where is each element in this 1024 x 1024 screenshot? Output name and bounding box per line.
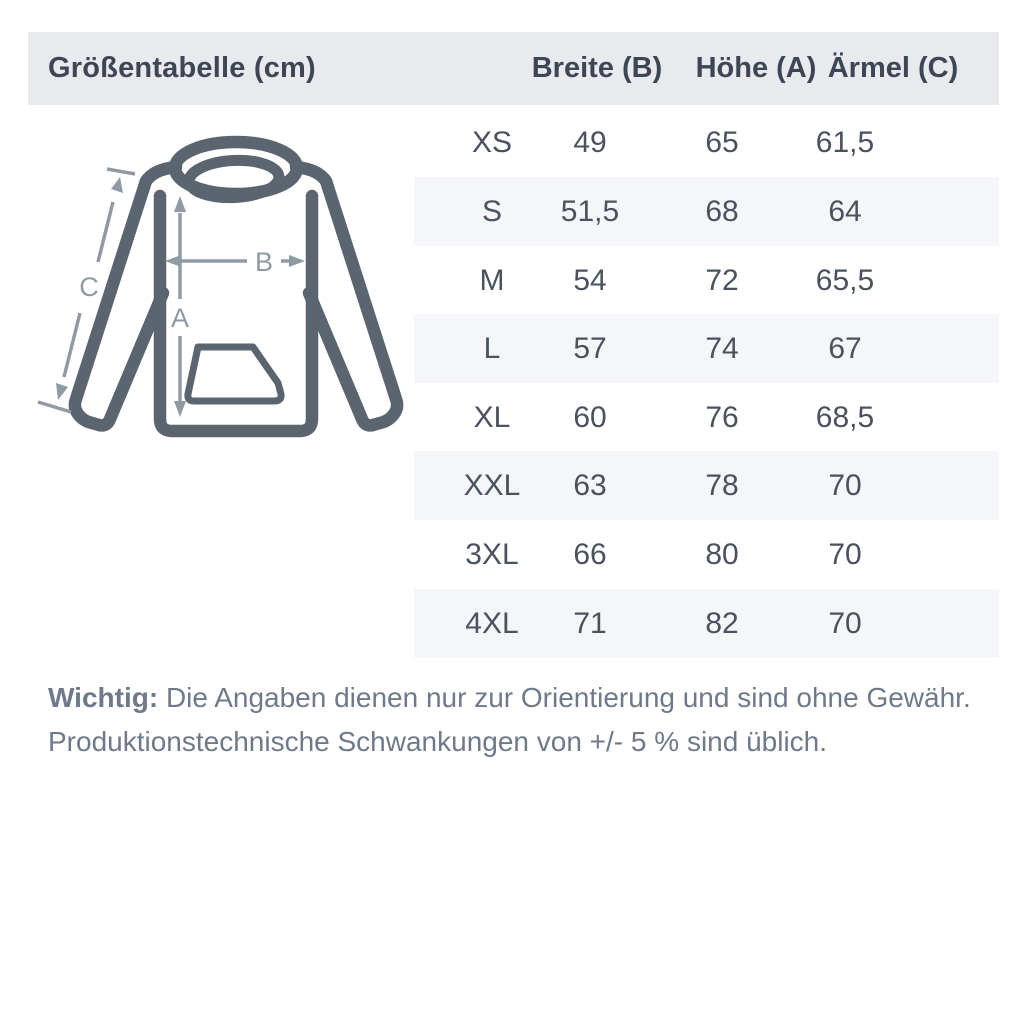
disclaimer [48,676,988,764]
hoehe-value: 68 [705,194,739,228]
label-c: C [79,272,99,302]
table-row [414,520,999,589]
aermel-value: 64 [828,194,862,228]
table-row [414,383,999,452]
size-label: 4XL [465,606,519,640]
aermel-value: 68,5 [815,400,875,434]
breite-value: 51,5 [560,194,620,228]
hoehe-value: 76 [705,400,739,434]
column-header-hoehe: Höhe (A) [695,52,817,84]
table-row [414,246,999,315]
disclaimer-text-1: Die Angaben dienen nur zur Orientierung und sind ohne Gewähr. [165,682,971,713]
column-header-aermel: Ärmel (C) [827,52,959,84]
hoehe-value: 74 [705,331,739,365]
size-label: S [481,194,503,228]
aermel-value: 67 [828,331,862,365]
breite-value: 57 [573,331,607,365]
size-label: XXL [463,468,521,502]
aermel-value: 70 [828,537,862,571]
label-b: B [254,247,274,277]
size-label: XL [473,400,511,434]
hoehe-value: 65 [705,125,739,159]
column-header-breite: Breite (B) [531,52,663,84]
hoehe-value: 82 [705,606,739,640]
hoehe-value: 72 [705,263,739,297]
breite-value: 60 [573,400,607,434]
table-row [414,177,999,246]
page-title: Größentabelle (cm) [48,52,316,84]
breite-value: 63 [573,468,607,502]
aermel-value: 61,5 [815,125,875,159]
table-row [414,314,999,383]
breite-value: 71 [573,606,607,640]
hoehe-value: 78 [705,468,739,502]
breite-value: 66 [573,537,607,571]
aermel-value: 70 [828,606,862,640]
disclaimer-line-1 [48,676,988,720]
table-row [414,451,999,520]
size-label: L [483,331,501,365]
disclaimer-line-2: Produktionstechnische Schwankungen von +/- 5 % sind üblich. [48,726,828,757]
breite-value: 49 [573,125,607,159]
label-a: A [170,303,190,333]
table-row [414,108,999,177]
table-row [414,589,999,658]
disclaimer-emphasis: Wichtig: [48,682,159,713]
aermel-value: 70 [828,468,862,502]
breite-value: 54 [573,263,607,297]
size-label: M [479,263,505,297]
hoehe-value: 80 [705,537,739,571]
size-label: 3XL [465,537,519,571]
aermel-value: 65,5 [815,263,875,297]
size-label: XS [471,125,513,159]
